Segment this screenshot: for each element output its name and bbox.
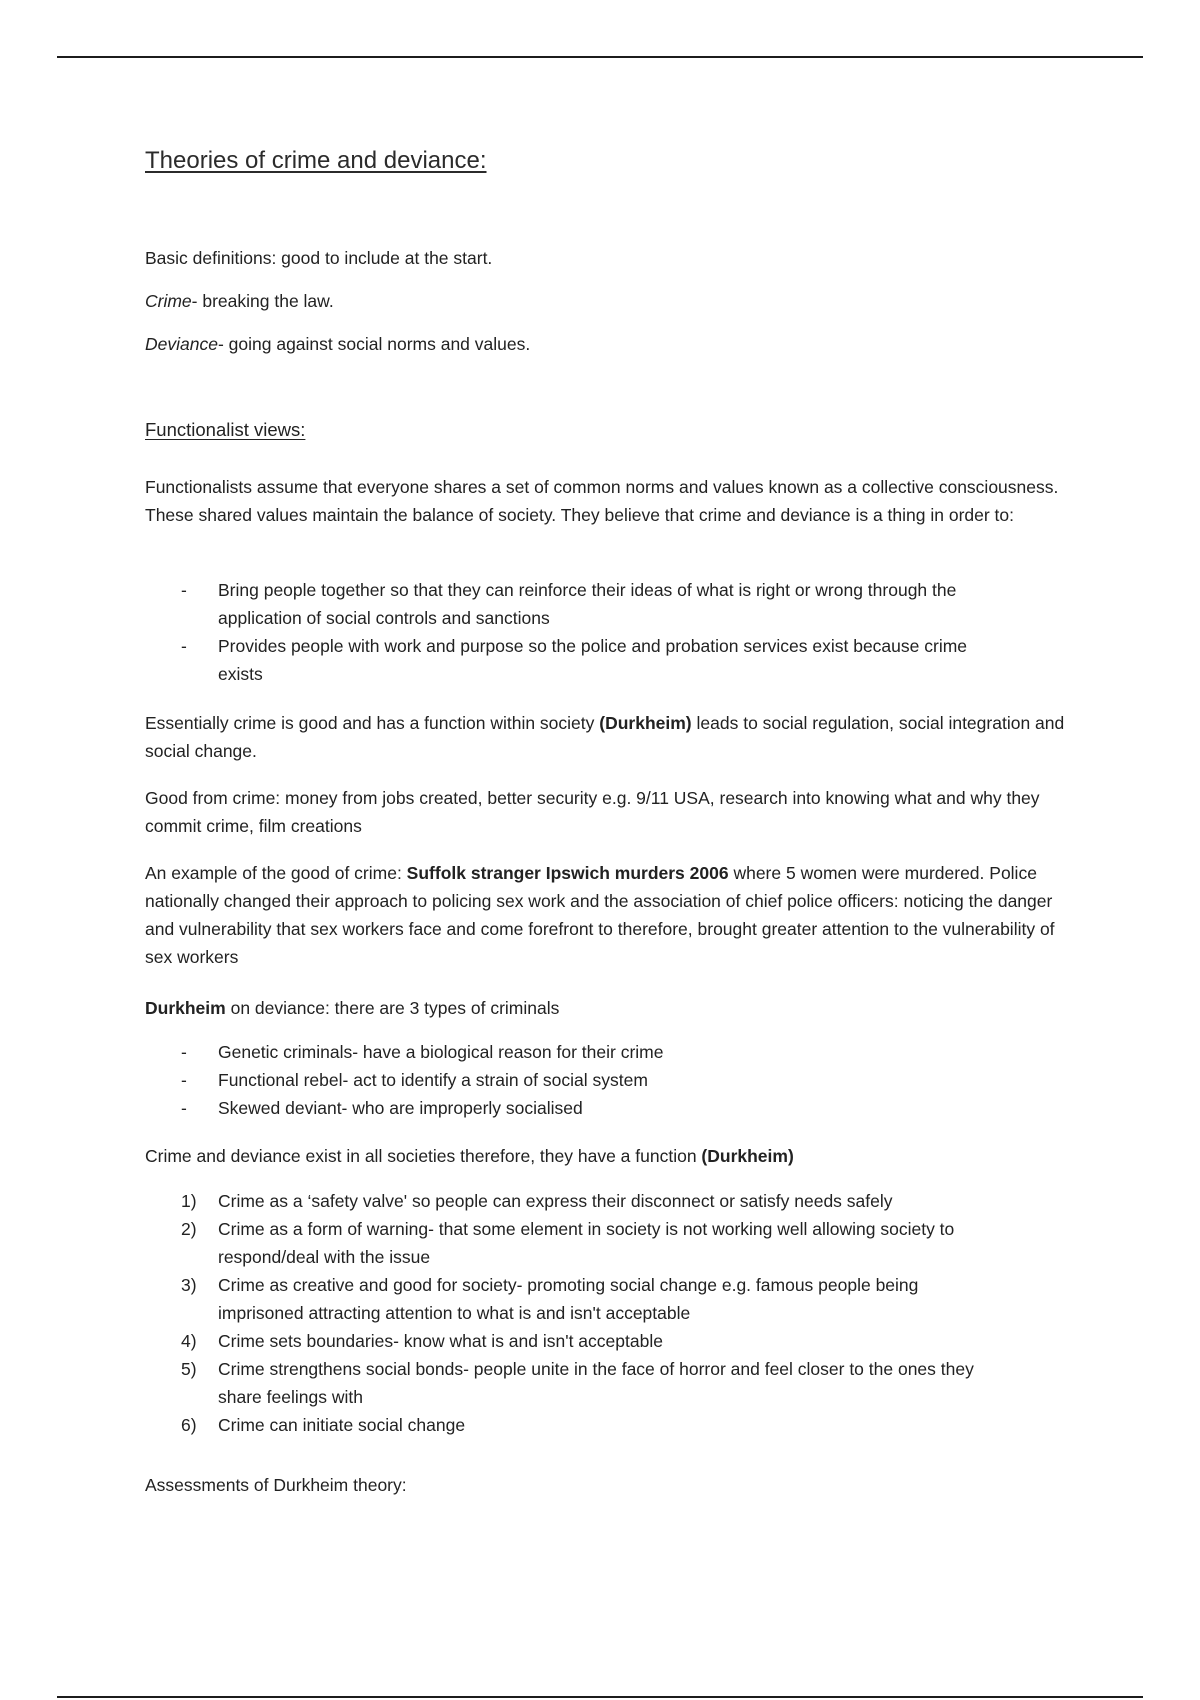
footer-rule [57, 1696, 1143, 1698]
exist-paragraph: Crime and deviance exist in all societies therefore, they have a function (Durkheim) [145, 1146, 794, 1166]
crime-term: Crime [145, 291, 192, 311]
bullet-marker: - [181, 1070, 187, 1090]
criminal-types-list [145, 1038, 1065, 1122]
crime-definition-text: - breaking the law. [191, 291, 334, 311]
list-item: 4) Crime sets boundaries- know what is and isn't acceptable [181, 1331, 663, 1351]
list-item: - Provides people with work and purpose so the police and probation services exist because crime exists [145, 632, 978, 688]
header-rule [57, 56, 1143, 58]
list-item: 3) Crime as creative and good for society- promoting social change e.g. famous people being imprisoned attracting attention to what is and isn't acceptable [181, 1275, 919, 1323]
bullet-marker: - [181, 636, 187, 656]
functions-list [145, 1187, 1065, 1439]
list-item: - Genetic criminals- have a biological reason for their crime [145, 1038, 978, 1066]
functionalist-bullet-list [145, 576, 1065, 688]
basic-definitions: Basic definitions: good to include at the start. [145, 248, 493, 268]
list-item: - Skewed deviant- who are improperly socialised [145, 1094, 978, 1122]
functionalist-intro: Functionalists assume that everyone shares a set of common norms and values known as a collective consciousness. These shared values maintain the balance of society. They believe that crime and deviance is a thing in order to: [145, 477, 1059, 525]
assessments-heading: Assessments of Durkheim theory: [145, 1475, 407, 1495]
list-item: 1) Crime as a ‘safety valve' so people can express their disconnect or satisfy needs safely [181, 1191, 893, 1211]
list-item: 2) Crime as a form of warning- that some element in society is not working well allowing society to respond/deal with the issue [181, 1219, 955, 1267]
bullet-marker: - [181, 1098, 187, 1118]
list-item: 6) Crime can initiate social change [181, 1415, 466, 1435]
functionalist-heading: Functionalist views: [145, 419, 306, 440]
bullet-marker: - [181, 1042, 187, 1062]
deviance-term: Deviance [145, 334, 218, 354]
deviance-definition-text: - going against social norms and values. [217, 334, 531, 354]
crime-definition [145, 287, 1065, 315]
list-item: - Bring people together so that they can reinforce their ideas of what is right or wrong through the application of social controls and sanctions [145, 576, 978, 632]
list-item: 5) Crime strengthens social bonds- people unite in the face of horror and feel closer to the ones they share feelings with [181, 1359, 974, 1407]
bullet-marker: - [181, 580, 187, 600]
essentially-paragraph: Essentially crime is good and has a function within society (Durkheim) leads to social regulation, social integration and social change. [145, 713, 1065, 761]
durkheim-deviance: Durkheim on deviance: there are 3 types of criminals [145, 998, 560, 1018]
list-item: - Functional rebel- act to identify a strain of social system [145, 1066, 978, 1094]
page-title: Theories of crime and deviance: [145, 147, 487, 174]
deviance-definition [145, 330, 1065, 358]
example-paragraph: An example of the good of crime: Suffolk stranger Ipswich murders 2006 where 5 women were murdered. Police nationally changed their approach to policing sex work and the association of chief police officers: noticing the danger and vulnerability that sex workers face and come forefront to therefore, brought greater attention to the vulnerability of sex workers [145, 863, 1055, 967]
good-from-crime: Good from crime: money from jobs created, better security e.g. 9/11 USA, research into knowing what and why they commit crime, film creations [145, 788, 1040, 836]
